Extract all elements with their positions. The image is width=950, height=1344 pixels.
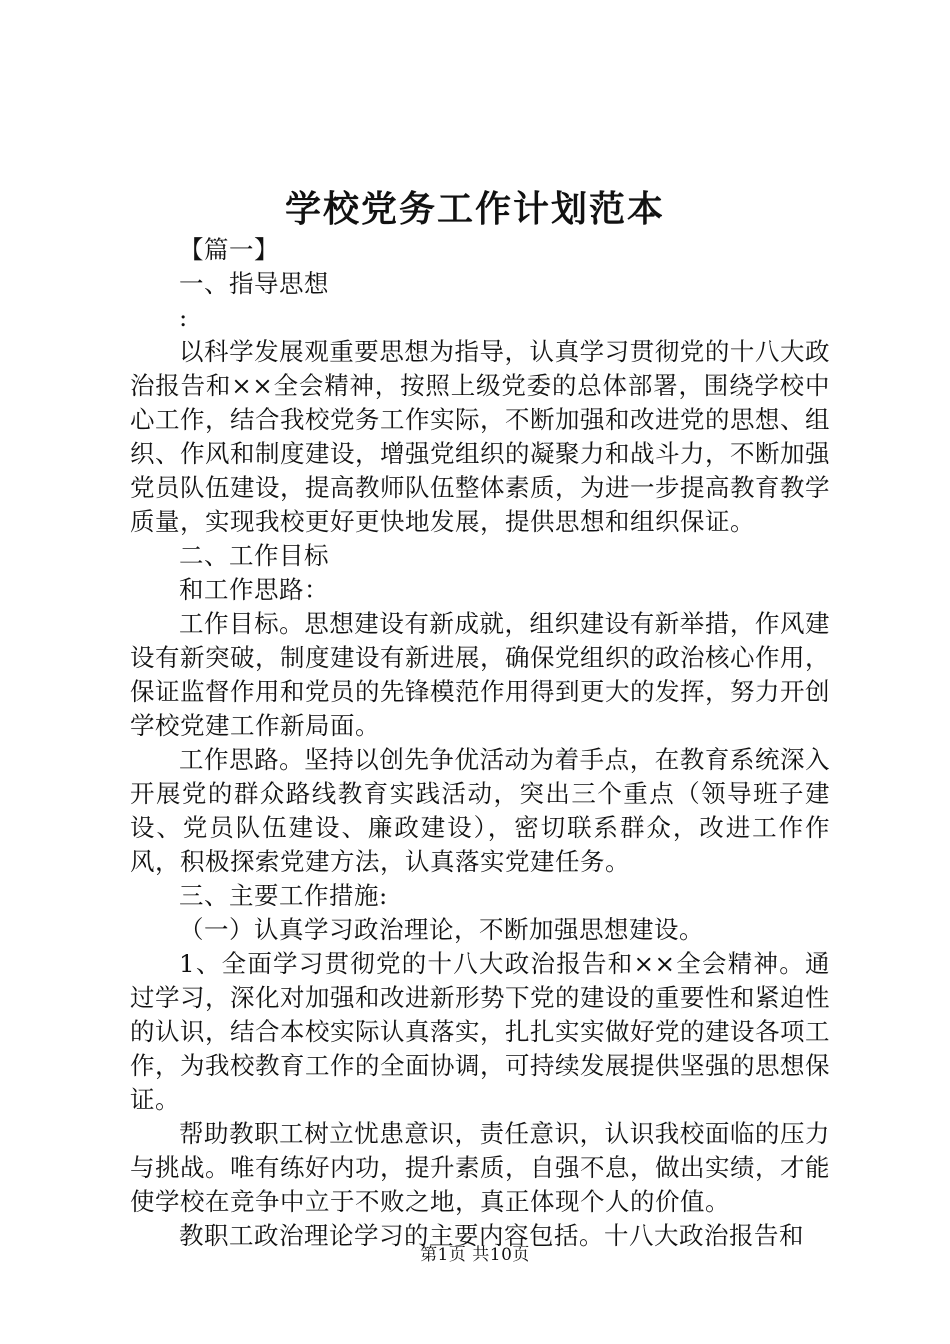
heading-work-goals: 二、工作目标: [179, 541, 329, 570]
document-body: [130, 233, 830, 1253]
paragraph-item-1: 1、全面学习贯彻党的十八大政治报告和××全会精神。通过学习，深化对加强和改进新形势下党的建设的重要性和紧迫性的认识，结合本校实际认真落实，扎扎实实做好党的建设各项工作，为我校教育工作的全面协调，可持续发展提供坚强的思想保证。: [130, 949, 830, 1114]
paragraph-study-content: 教职工政治理论学习的主要内容包括。十八大政治报告和: [179, 1221, 804, 1250]
heading-guiding-thought: 一、指导思想: [179, 269, 329, 298]
paragraph-work-goals: 工作目标。思想建设有新成就，组织建设有新举措，作风建设有新突破，制度建设有新进展，确保党组织的政治核心作用，保证监督作用和党员的先锋模范作用得到更大的发挥，努力开创学校党建工作新局面。: [130, 609, 830, 740]
heading-work-ideas: 和工作思路：: [179, 575, 329, 604]
section-tag: 【篇一】: [179, 235, 279, 264]
paragraph-guiding-thought: 以科学发展观重要思想为指导，认真学习贯彻党的十八大政治报告和××全会精神，按照上级党委的总体部署，围绕学校中心工作，结合我校党务工作实际，不断加强和改进党的思想、组织、作风和制度建设，增强党组织的凝聚力和战斗力，不断加强党员队伍建设，提高教师队伍整体素质，为进一步提高教育教学质量，实现我校更好更快地发展，提供思想和组织保证。: [130, 337, 830, 536]
colon-line: :: [179, 303, 188, 332]
paragraph-awareness: 帮助教职工树立忧患意识，责任意识，认识我校面临的压力与挑战。唯有练好内功，提升素质，自强不息，做出实绩，才能使学校在竞争中立于不败之地，真正体现个人的价值。: [130, 1119, 830, 1216]
document-title: 学校党务工作计划范本: [284, 188, 665, 230]
page-footer: 第1页 共10页: [420, 1245, 530, 1265]
subheading-political-study: （一）认真学习政治理论，不断加强思想建设。: [179, 915, 704, 944]
paragraph-work-ideas: 工作思路。坚持以创先争优活动为着手点，在教育系统深入开展党的群众路线教育实践活动，突出三个重点（领导班子建设、党员队伍建设、廉政建设），密切联系群众，改进工作作风，积极探索党建方法，认真落实党建任务。: [130, 745, 830, 876]
heading-main-measures: 三、主要工作措施:: [179, 881, 388, 910]
